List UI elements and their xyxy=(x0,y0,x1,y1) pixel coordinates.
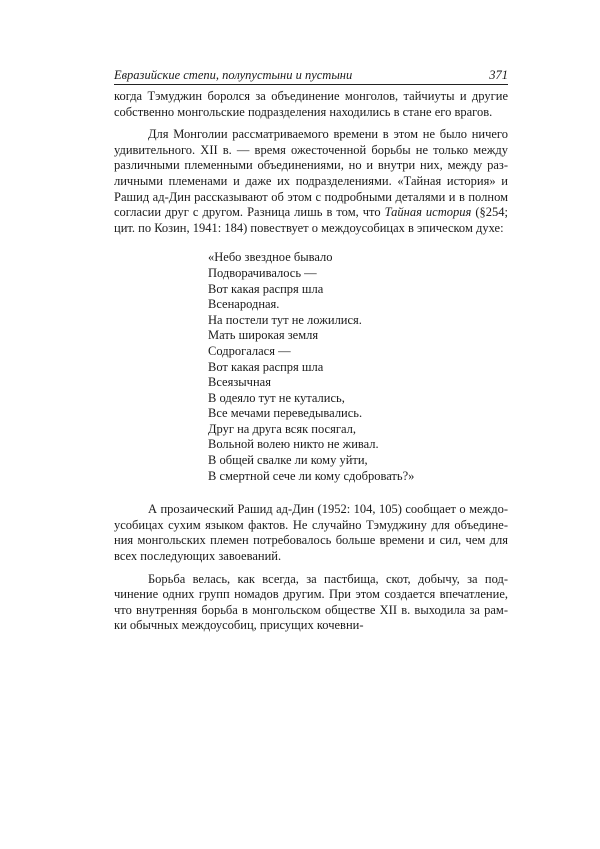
poem-line: Всенародная. xyxy=(208,297,280,312)
text-line: усобицах сухим языком фактов. Не случайно Тэмуджину для объедине- xyxy=(114,517,508,532)
paragraph-2 xyxy=(114,127,508,236)
poem-line: В смертной сече ли кому сдобровать?» xyxy=(208,468,415,483)
paragraph-3 xyxy=(114,502,508,564)
text-fragment: согласии друг с другом. Разница лишь в том, что xyxy=(114,205,381,220)
text-line: А прозаический Рашид ад-Дин (1952: 104, 105) сообщает о междо- xyxy=(148,502,508,517)
text-line: цит. по Козин, 1941: 184) повествует о междоусобицах в эпическом духе: xyxy=(114,220,504,235)
poem-line: В одеяло тут не кутались, xyxy=(208,390,345,405)
running-header-title: Евразийские степи, полупустыни и пустыни xyxy=(114,68,353,82)
text-line: различными племенными объединениями, но и внутри них, между раз- xyxy=(114,158,508,173)
text-line: личными племенами и даже их подразделениями. «Тайная история» и xyxy=(114,173,508,188)
poem-line: «Небо звездное бывало xyxy=(208,250,333,265)
page-number: 371 xyxy=(489,68,508,82)
poem-quote xyxy=(208,250,508,484)
book-title-italic: Тайная история xyxy=(384,205,472,220)
poem-line: В общей свалке ли кому уйти, xyxy=(208,453,368,468)
text-line: Рашид ад-Дин рассказывают об этом с подробными деталями и в полном xyxy=(114,189,508,204)
text-line: ния монгольских племен потребовалось больше времени и сил, чем для xyxy=(114,533,508,548)
paragraph-1 xyxy=(114,89,508,120)
running-header xyxy=(114,66,508,85)
text-line: Для Монголии рассматриваемого времени в этом не было ничего xyxy=(148,127,508,142)
poem-line: Мать широкая земля xyxy=(208,328,319,343)
text-line: собственно монгольские подразделения находились в стане его врагов. xyxy=(114,104,493,119)
poem-line: Вот какая распря шла xyxy=(208,281,324,296)
text-line: удивительного. XII в. — время ожесточенной борьбы не только между xyxy=(114,142,508,157)
poem-line: Вольной волею никто не живал. xyxy=(208,437,379,452)
text-fragment: (§254; xyxy=(471,205,508,220)
text-line: чинение одних групп номадов другим. При этом создается впечатление, xyxy=(114,587,508,602)
page-body xyxy=(114,89,508,634)
text-line: Борьба велась, как всегда, за пастбища, скот, добычу, за под- xyxy=(148,571,508,586)
poem-line: Содрогалася — xyxy=(208,343,291,358)
text-line: что внутренняя борьба в монгольском обществе XII в. выходила за рам- xyxy=(114,602,508,617)
poem-line: Вот какая распря шла xyxy=(208,359,324,374)
text-line: когда Тэмуджин боролся за объединение монголов, тайчиуты и другие xyxy=(114,89,508,103)
text-line: всех последующих завоеваний. xyxy=(114,549,282,564)
book-page xyxy=(114,66,508,641)
poem-line: Все мечами переведывались. xyxy=(208,406,363,421)
poem-line: На постели тут не ложилися. xyxy=(208,312,362,327)
text-line-with-title xyxy=(114,205,508,221)
poem-line: Друг на друга всяк посягал, xyxy=(208,421,356,436)
poem-line: Всеязычная xyxy=(208,375,271,390)
poem-line: Подворачивалось — xyxy=(208,265,317,280)
text-line: ки обычных междоусобиц, присущих кочевни- xyxy=(114,618,364,633)
paragraph-4 xyxy=(114,572,508,634)
